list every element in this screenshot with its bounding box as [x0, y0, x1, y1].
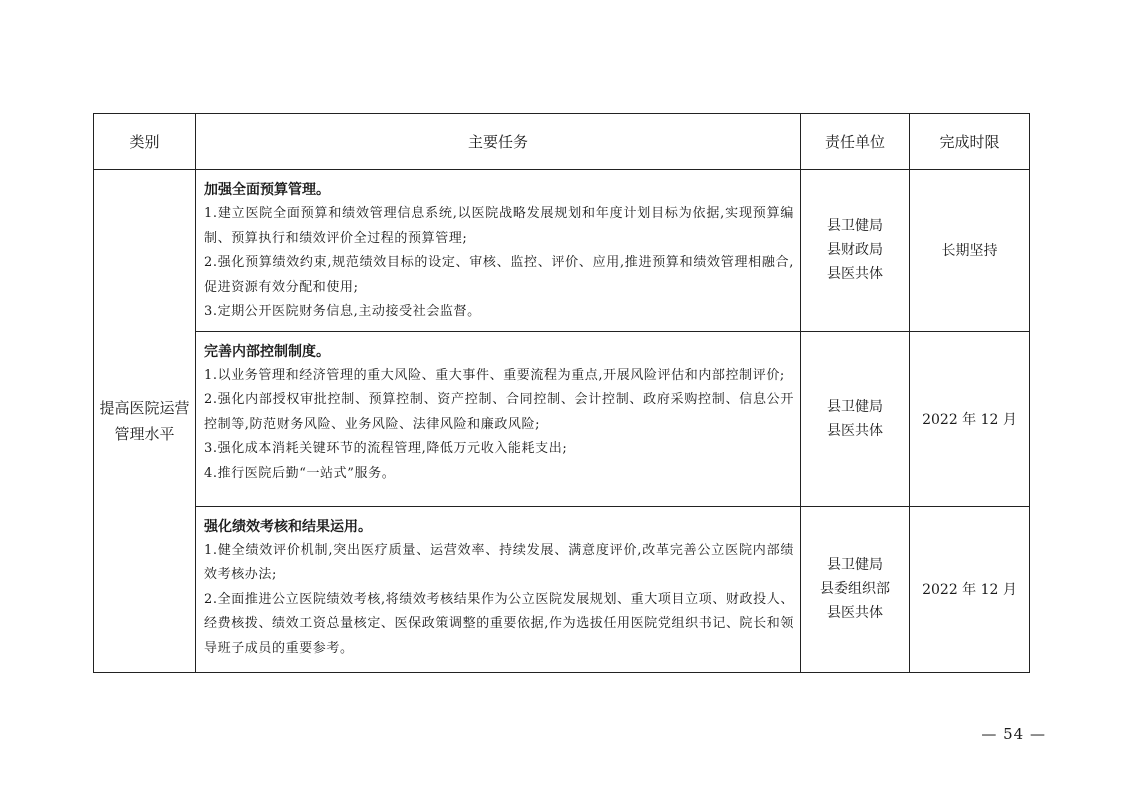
task-cell: [196, 506, 801, 672]
unit-name: 县医共体: [827, 422, 883, 439]
task-cell: [196, 170, 801, 332]
task-title: 强化绩效考核和结果运用。: [204, 518, 372, 535]
table-row: [94, 506, 1030, 672]
task-item: 1.健全绩效评价机制,突出医疗质量、运营效率、持续发展、满意度评价,改革完善公立医院内部绩效考核办法;: [204, 542, 794, 582]
unit-name: 县委组织部: [820, 581, 890, 597]
task-title: 加强全面预算管理。: [204, 182, 330, 198]
table-row: [94, 170, 1030, 332]
task-title: 完善内部控制制度。: [204, 343, 330, 360]
task-item: 2.强化内部授权审批控制、预算控制、资产控制、合同控制、会计控制、政府采购控制、信息公开控制等,防范财务风险、业务风险、法律风险和廉政风险;: [204, 392, 794, 432]
deadline-cell: 2022 年 12 月: [910, 331, 1030, 506]
responsible-unit-cell: [801, 331, 910, 506]
header-deadline: 完成时限: [910, 114, 1030, 170]
responsible-unit-cell: [801, 506, 910, 672]
task-item: 4.推行医院后勤“一站式”服务。: [204, 465, 396, 481]
page-number: — 54 —: [981, 725, 1046, 743]
responsible-unit-cell: [801, 170, 910, 332]
header-main-task: 主要任务: [196, 114, 801, 170]
task-item: 2.强化预算绩效约束,规范绩效目标的设定、审核、监控、评价、应用,推进预算和绩效管理相融合,促进资源有效分配和使用;: [204, 255, 794, 295]
category-cell: 提高医院运营管理水平: [94, 170, 196, 673]
unit-name: 县卫健局: [827, 398, 883, 415]
task-item: 3.定期公开医院财务信息,主动接受社会监督。: [204, 304, 481, 319]
task-cell: [196, 331, 801, 506]
task-table: [93, 113, 1030, 673]
task-item: 2.全面推进公立医院绩效考核,将绩效考核结果作为公立医院发展规划、重大项目立项、财政投人、经费核拨、绩效工资总量核定、医保政策调整的重要依据,作为选拔任用医院党组织书记、院长和领导班子成员的重要参考。: [204, 591, 794, 656]
deadline-cell: 2022 年 12 月: [910, 506, 1030, 672]
unit-name: 县卫健局: [827, 557, 883, 573]
unit-name: 县卫健局: [827, 218, 883, 235]
table-row: [94, 331, 1030, 506]
task-item: 1.建立医院全面预算和绩效管理信息系统,以医院战略发展规划和年度计划目标为依据,实现预算编制、预算执行和绩效评价全过程的预算管理;: [204, 206, 794, 246]
unit-name: 县医共体: [827, 266, 883, 283]
unit-name: 县财政局: [827, 242, 883, 259]
table-header-row: [94, 114, 1030, 170]
task-item: 3.强化成本消耗关键环节的流程管理,降低万元收入能耗支出;: [204, 441, 568, 456]
unit-name: 县医共体: [827, 605, 883, 621]
header-responsible-unit: 责任单位: [801, 114, 910, 170]
header-category: 类别: [94, 114, 196, 170]
deadline-cell: 长期坚持: [910, 170, 1030, 332]
task-item: 1.以业务管理和经济管理的重大风险、重大事件、重要流程为重点,开展风险评估和内部控制评价;: [204, 367, 785, 383]
